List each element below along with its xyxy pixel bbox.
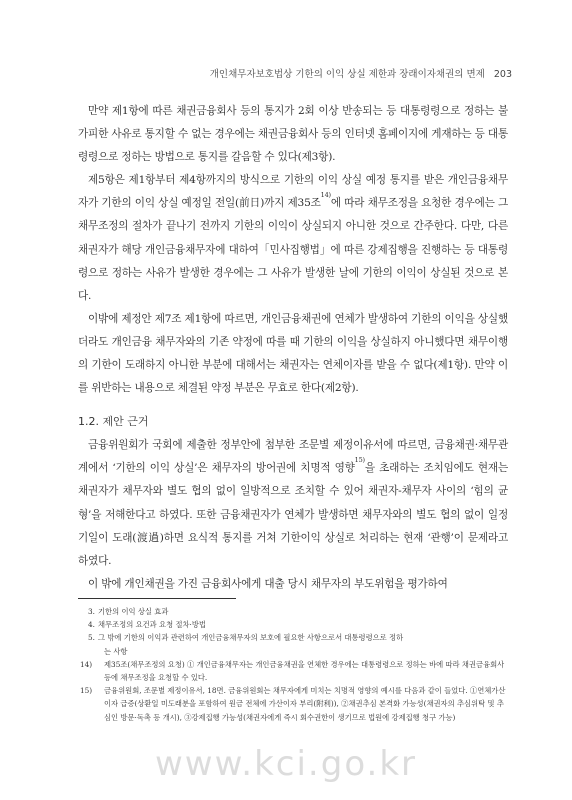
footnote-list-item-3 — [78, 605, 508, 618]
footnote-text: 제35조(채무조정의 요청) ① 개인금융채무자는 개인금융채권을 연체한 경우에는 대통령령으로 정하는 바에 따라 채권금융회사등에 채무조정을 요청할 수 있다. — [104, 659, 505, 683]
footnote-number: 15) — [80, 686, 93, 696]
footnotes — [78, 598, 508, 724]
paragraph-1: 만약 제1항에 따른 채권금융회사 등의 통지가 2회 이상 반송되는 등 대통령령으로 정하는 불가피한 사유로 통지할 수 없는 경우에는 채권금융회사 등의 인터넷 홈페이지에 게재하는 등 대통령령으로 정하는 방법으로 통지를 갈음할 수 있다(제3항). — [78, 105, 508, 164]
footnote-list-item-5 — [78, 631, 508, 644]
section-heading: 1.2. 제안 근거 — [78, 415, 149, 429]
paragraph-3: 이밖에 제정안 제7조 제1항에 따르면, 개인금융채권에 연체가 발생하여 기한의 이익을 상실했더라도 개인금융 채무자와의 기존 약정에 따를 때 기한의 이익을 상실하지 아니했다면 채무이행의 기한이 도래하지 아니한 부분에 대해서는 채권자는 연체이자를 받을 수 없다(제1항). 만약 이를 위반하는 내용으로 체결된 약정 부분은 무효로 한다(제2항). — [78, 312, 508, 395]
list-number: 3. — [88, 607, 95, 616]
footnote-list-item-5-continuation: 는 사항 — [104, 646, 128, 656]
paragraph-2-part-a: 제5항은 제1항부터 제4항까지의 방식으로 기한의 이익 상실 예정 통지를 받은 개인금융채무자가 기한의 이익 상실 예정일 전일(前日)까지 제35조 — [78, 174, 508, 210]
list-text: 기한의 이익 상실 효과 — [98, 607, 169, 616]
paragraph-4-part-b: 을 초래하는 조치임에도 현재는 채권자가 채무자와 별도 협의 없이 일방적으로 조치할 수 있어 채권자-채무자 사이의 ‘힘의 균형’을 저해한다고 하였다. 또한 금융채권자가 연체가 발생하면 채무자와의 별도 협의 없이 일정 기일이 도래(渡過)하면 요식적 통지를 거쳐 기한이익 상실로 처리하는 현재 ‘관행’이 문제라고 하였다. — [78, 462, 508, 567]
footnote-ref-15[interactable]: 15) — [354, 456, 365, 465]
running-title: 개인채무자보호법상 기한의 이익 상실 제한과 장래이자채권의 면제 — [209, 69, 485, 80]
main-text — [78, 100, 508, 596]
list-text: 채무조정의 요건과 요청 절차·방법 — [98, 620, 206, 630]
paragraph-5: 이 밖에 개인채권을 가진 금융회사에게 대출 당시 채무자의 부도위험을 평가하여 — [88, 577, 448, 590]
paragraph-2 — [78, 169, 508, 308]
footnote-list-item-4 — [78, 618, 508, 631]
list-text: 그 밖에 기한의 이익과 관련하여 개인금융채무자의 보호에 필요한 사항으로서 대통령령으로 정하 — [98, 633, 404, 643]
paragraph-2-part-b: 에 따라 채무조정을 요청한 경우에는 그 채무조정의 절차가 끝나기 전까지 기한의 이익이 상실되지 아니한 것으로 간주한다. 다만, 다른 채권자가 해당 개인금융채무자에 대하여「민사집행법」에 따른 강제집행을 진행하는 등 대통령령으로 정하는 사유가 발생한 경우에는 그 사유가 발생한 날에 기한의 이익이 상실된 것으로 본다. — [78, 197, 509, 302]
page-number: 203 — [493, 69, 512, 80]
list-number: 4. — [88, 620, 95, 630]
paragraph-4 — [78, 434, 508, 573]
footnote-number: 14) — [80, 659, 93, 669]
running-header — [0, 66, 572, 80]
footnote-14 — [78, 658, 508, 684]
footnote-divider — [78, 598, 236, 599]
paragraph-4-part-a: 금융위원회가 국회에 제출한 정부안에 첨부한 조문별 제정이유서에 따르면, 금융채권·채무관계에서 ‘기한의 이익 상실’은 채무자의 방어권에 치명적 영향 — [78, 439, 508, 475]
footnote-ref-14[interactable]: 14) — [320, 191, 331, 200]
footnote-text: 금융위원회, 조문별 제정이유서, 18면. 금융위원회는 채무자에게 미치는 치명적 영향의 예시를 다음과 같이 들었다. ①연체가산이자 급증(상환일 미도래분을 포함하여 원금 전체에 가산이자 부리(附利)), ②채권추심 본격화 가능성(채권자의 추심위탁 및 추심인 방문·독촉 등 개시), ③강제집행 가능성(채권자에게 즉시 회수권한이 생기므로 법원에 강제집행 청구 가능) — [104, 686, 506, 722]
list-number: 5. — [88, 633, 95, 643]
watermark: www.kci.go.kr — [154, 744, 417, 784]
footnote-15 — [78, 684, 508, 724]
